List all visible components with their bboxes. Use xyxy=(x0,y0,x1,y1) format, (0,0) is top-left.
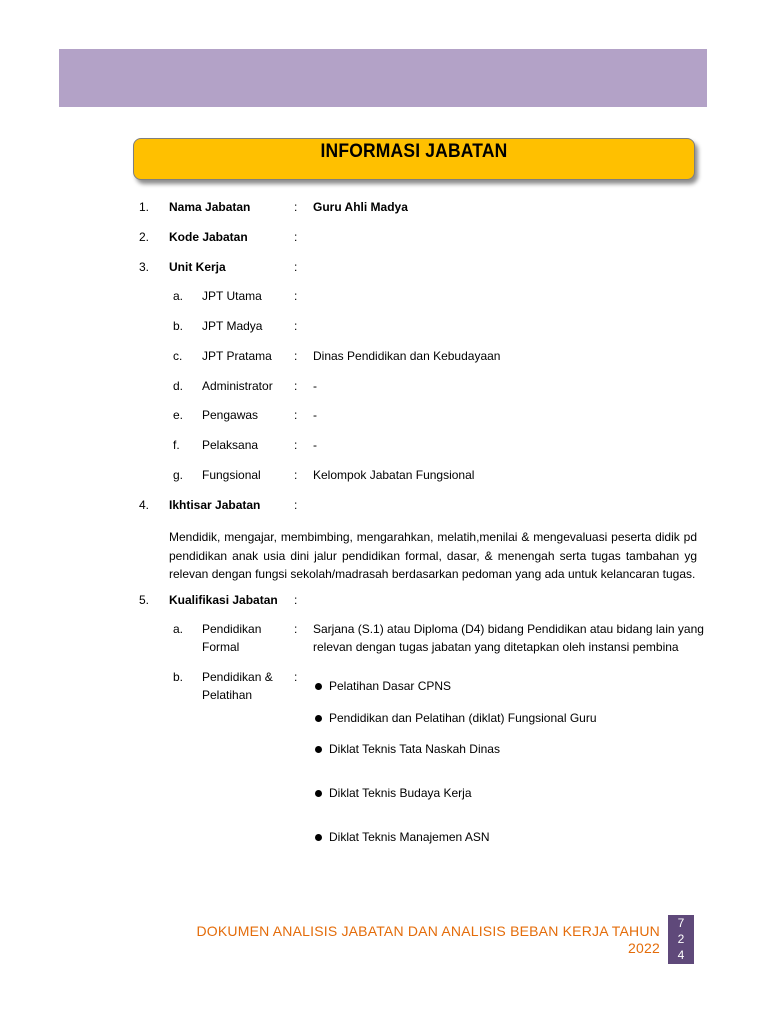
unit-kerja-row xyxy=(0,318,768,334)
footer-line: 2022 xyxy=(628,940,660,956)
unit-colon: : xyxy=(294,289,298,303)
item-colon: : xyxy=(294,593,298,607)
item-colon: : xyxy=(294,230,298,244)
unit-colon: : xyxy=(294,319,298,333)
unit-colon: : xyxy=(294,408,298,422)
unit-label: JPT Madya xyxy=(202,319,263,333)
item-kode-jabatan xyxy=(0,229,768,245)
formal-label xyxy=(202,620,261,656)
unit-letter: a. xyxy=(173,289,184,303)
bullet-dot-icon xyxy=(315,790,322,797)
pelatihan-letter: b. xyxy=(173,670,184,684)
unit-letter: c. xyxy=(173,349,183,363)
item-number: 4. xyxy=(139,498,150,512)
unit-colon: : xyxy=(294,349,298,363)
bullet-dot-icon xyxy=(315,834,322,841)
unit-label: Fungsional xyxy=(202,468,261,482)
page-digit: 4 xyxy=(677,948,685,962)
item-colon: : xyxy=(294,498,298,512)
unit-label: JPT Pratama xyxy=(202,349,272,363)
unit-label: JPT Utama xyxy=(202,289,262,303)
item-number: 1. xyxy=(139,200,150,214)
unit-letter: g. xyxy=(173,468,184,482)
item-colon: : xyxy=(294,260,298,274)
formal-label-line: Formal xyxy=(202,640,240,654)
unit-letter: d. xyxy=(173,379,184,393)
formal-value-line: Sarjana (S.1) atau Diploma (D4) bidang Pendidikan atau bidang lain yang xyxy=(313,622,704,636)
pelatihan-label xyxy=(202,668,273,704)
formal-value-line: relevan dengan tugas jabatan yang ditetapkan oleh instansi pembina xyxy=(313,640,679,654)
item-label: Kode Jabatan xyxy=(169,230,248,244)
item-number: 2. xyxy=(139,230,150,244)
unit-colon: : xyxy=(294,438,298,452)
ikhtisar-paragraph xyxy=(169,528,697,584)
unit-letter: f. xyxy=(173,438,180,452)
item-label: Kualifikasi Jabatan xyxy=(169,593,278,607)
bullet-text: Diklat Teknis Manajemen ASN xyxy=(329,830,490,844)
item-label: Ikhtisar Jabatan xyxy=(169,498,261,512)
formal-label-line: Pendidikan xyxy=(202,622,262,636)
unit-colon: : xyxy=(294,468,298,482)
pelatihan-colon: : xyxy=(294,670,298,684)
bullet-dot-icon xyxy=(315,683,322,690)
bullet-dot-icon xyxy=(315,715,322,722)
item-ikhtisar-jabatan xyxy=(0,497,768,513)
ikhtisar-line: Mendidik, mengajar, membimbing, mengarahkan, melatih,menilai & mengevaluasi peserta didik pd xyxy=(169,530,697,544)
unit-letter: e. xyxy=(173,408,184,422)
unit-value: - xyxy=(313,379,317,393)
bullet-text: Diklat Teknis Tata Naskah Dinas xyxy=(329,742,500,756)
unit-kerja-row xyxy=(0,437,768,453)
unit-label: Pelaksana xyxy=(202,438,259,452)
unit-colon: : xyxy=(294,379,298,393)
page-digit: 2 xyxy=(677,932,685,946)
unit-value: - xyxy=(313,438,317,452)
unit-letter: b. xyxy=(173,319,184,333)
item-number: 5. xyxy=(139,593,150,607)
bullet-text: Pendidikan dan Pelatihan (diklat) Fungsional Guru xyxy=(329,711,597,725)
unit-value: Dinas Pendidikan dan Kebudayaan xyxy=(313,349,501,363)
footer-document-title xyxy=(160,923,660,957)
unit-label: Administrator xyxy=(202,379,273,393)
pelatihan-label-line: Pelatihan xyxy=(202,688,253,702)
item-label: Nama Jabatan xyxy=(169,200,251,214)
item-unit-kerja xyxy=(0,259,768,275)
formal-value xyxy=(313,620,704,656)
unit-kerja-row xyxy=(0,378,768,394)
unit-kerja-row xyxy=(0,288,768,304)
footer-line: DOKUMEN ANALISIS JABATAN DAN ANALISIS BEBAN KERJA TAHUN xyxy=(196,923,660,939)
unit-kerja-row xyxy=(0,407,768,423)
item-kualifikasi-jabatan xyxy=(0,592,768,608)
unit-value: - xyxy=(313,408,317,422)
pelatihan-label-line: Pendidikan & xyxy=(202,670,273,684)
header-band xyxy=(59,49,707,107)
bullet-dot-icon xyxy=(315,746,322,753)
item-label: Unit Kerja xyxy=(169,260,226,274)
formal-colon: : xyxy=(294,622,298,636)
unit-label: Pengawas xyxy=(202,408,259,422)
unit-value: Kelompok Jabatan Fungsional xyxy=(313,468,475,482)
item-colon: : xyxy=(294,200,298,214)
section-title-box xyxy=(133,138,695,180)
unit-kerja-row xyxy=(0,348,768,364)
page-number-box xyxy=(668,915,694,964)
unit-kerja-row xyxy=(0,467,768,483)
bullet-text: Pelatihan Dasar CPNS xyxy=(329,679,452,693)
page-digit: 7 xyxy=(677,916,685,930)
item-nama-jabatan xyxy=(0,199,768,215)
item-number: 3. xyxy=(139,260,150,274)
bullet-text: Diklat Teknis Budaya Kerja xyxy=(329,786,472,800)
ikhtisar-line: relevan dengan fungsi sekolah/madrasah berdasarkan pedoman yang ada untuk kelancaran tugas. xyxy=(169,567,696,581)
formal-letter: a. xyxy=(173,622,184,636)
item-value: Guru Ahli Madya xyxy=(313,200,408,214)
section-title: INFORMASI JABATAN xyxy=(320,141,508,162)
ikhtisar-line: pendidikan anak usia dini jalur pendidikan formal, dasar, & menengah serta tugas tambahan yg xyxy=(169,548,697,563)
